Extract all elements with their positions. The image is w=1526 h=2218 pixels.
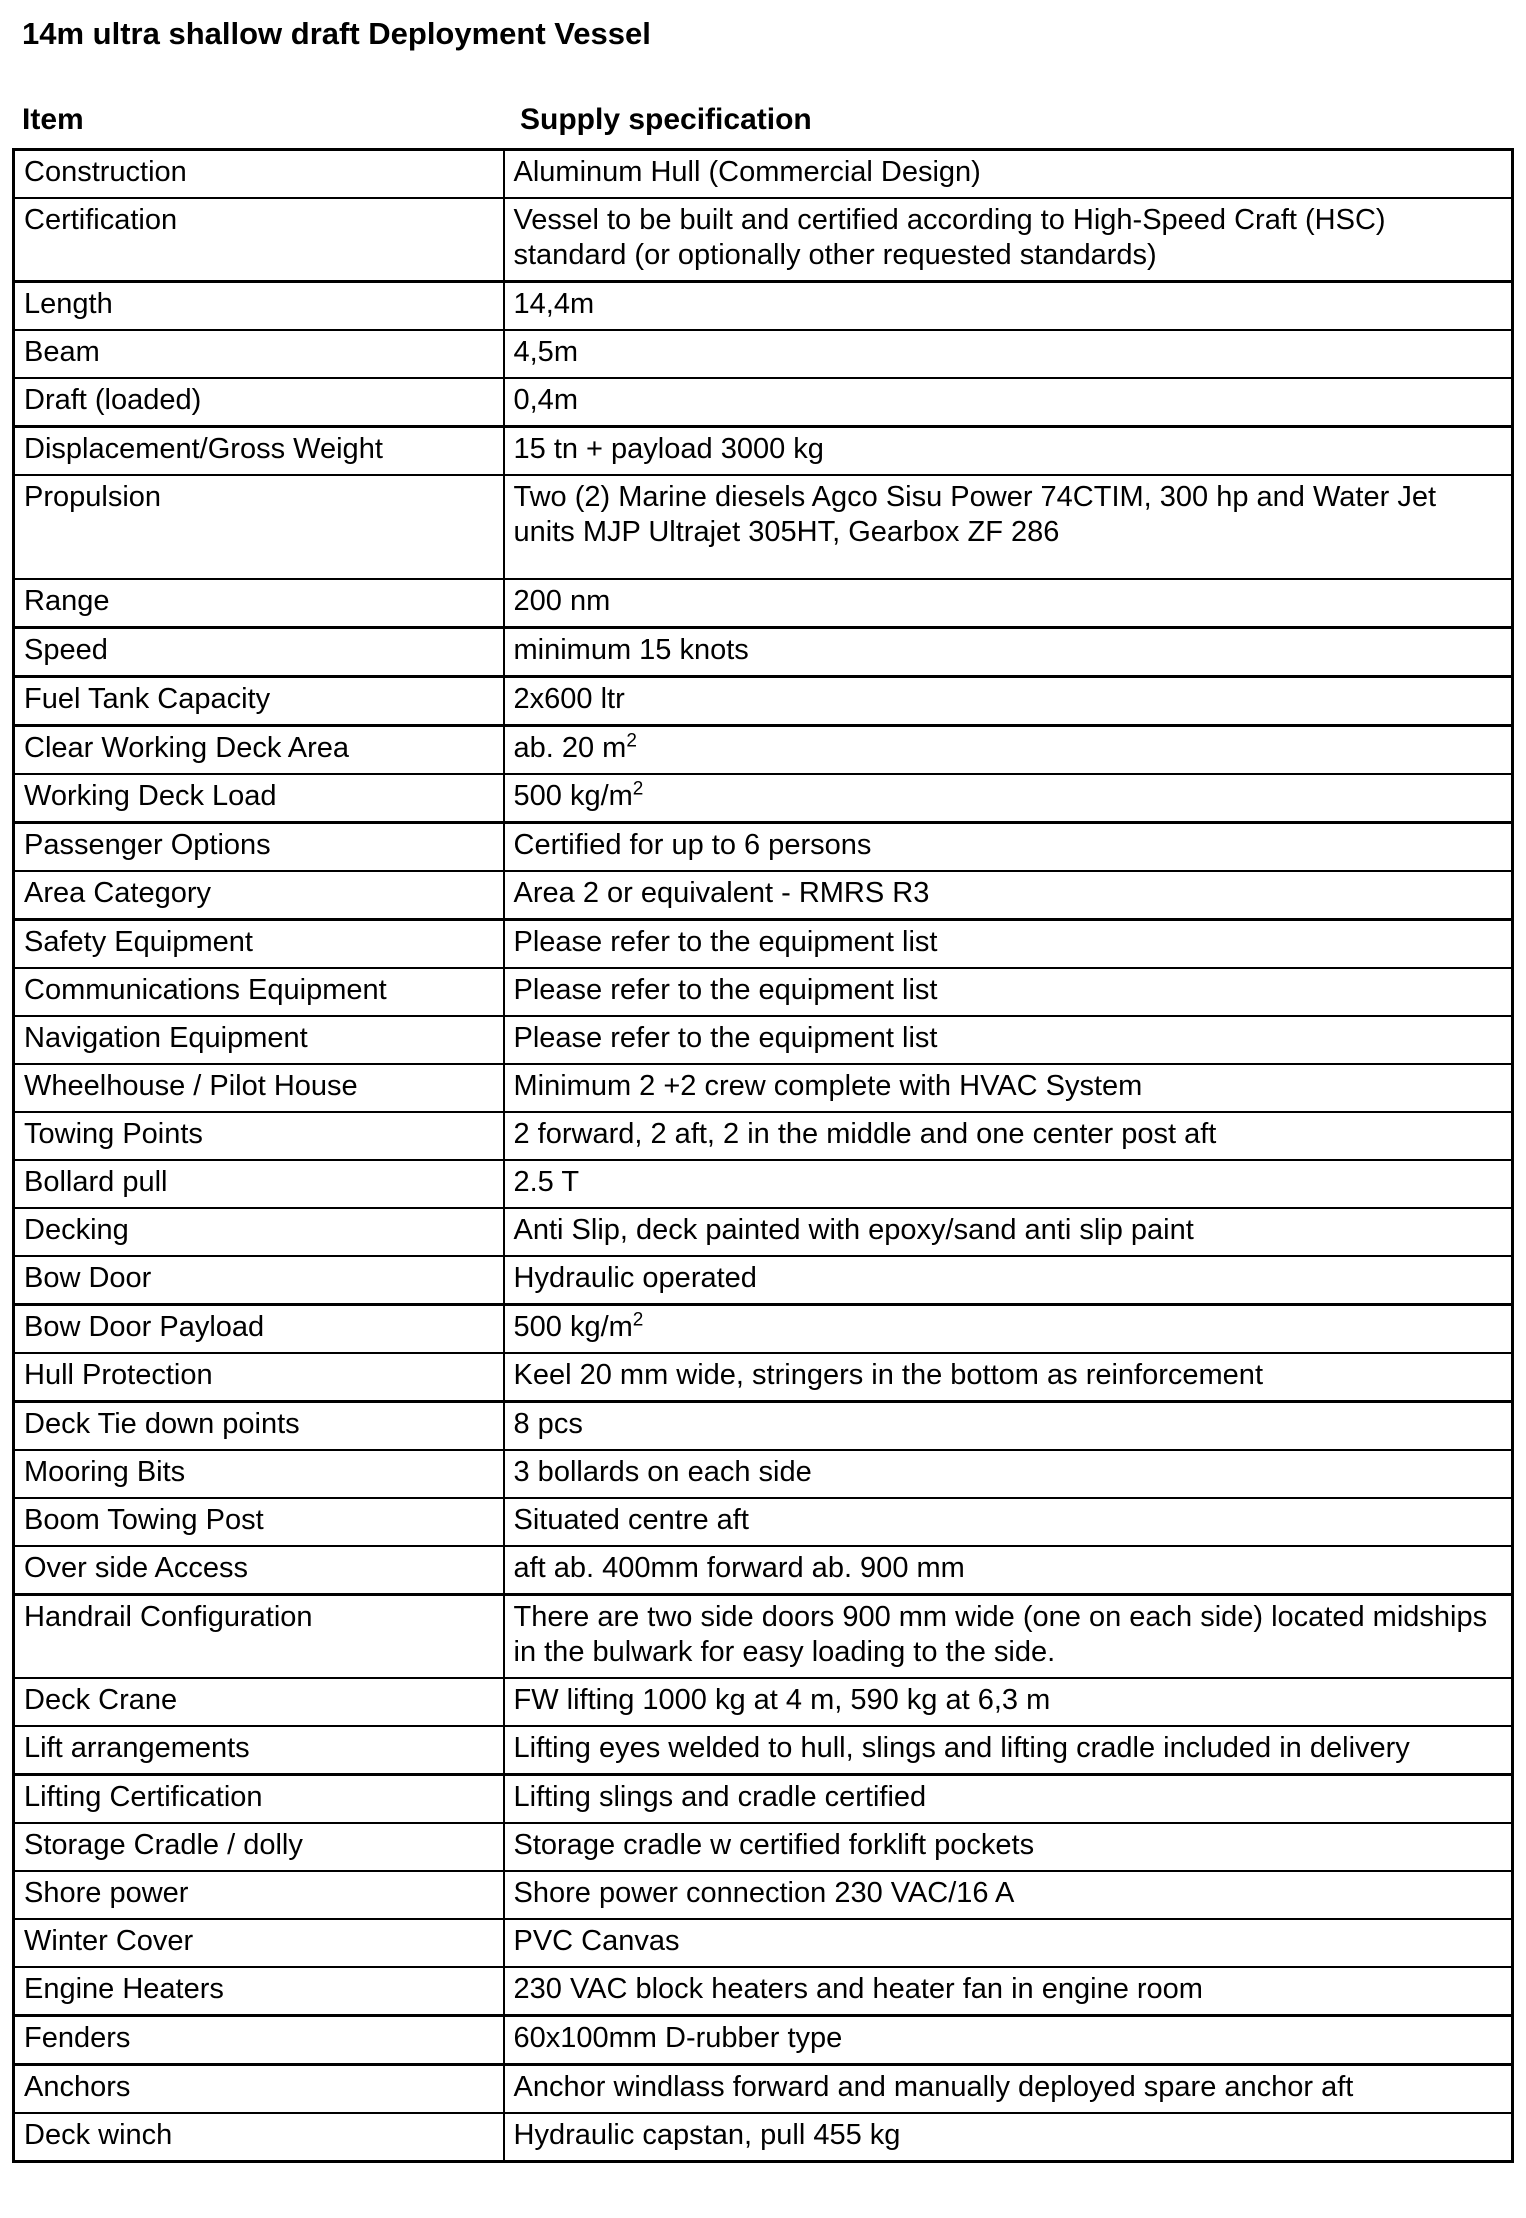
spec-table-body xyxy=(14,150,1513,2162)
item-cell: Safety Equipment xyxy=(14,920,504,969)
table-row xyxy=(14,1256,1513,1305)
table-row xyxy=(14,1498,1513,1546)
superscript-unit: 2 xyxy=(632,1309,644,1331)
item-cell: Fuel Tank Capacity xyxy=(14,677,504,726)
spec-cell: ab. 20 $m^2$ xyxy=(504,726,1513,775)
item-cell: Towing Points xyxy=(14,1112,504,1160)
column-header-item: Item xyxy=(22,103,84,136)
item-cell: Displacement/Gross Weight xyxy=(14,427,504,476)
table-row xyxy=(14,1919,1513,1967)
spec-cell: 500 $kg/m^2$ xyxy=(504,1305,1513,1354)
spec-cell: Situated centre aft xyxy=(504,1498,1513,1546)
item-cell: Boom Towing Post xyxy=(14,1498,504,1546)
table-row xyxy=(14,2113,1513,2162)
spec-cell: Vessel to be built and certified according to High-Speed Craft (HSC) standard (or optionally other requested standards) xyxy=(504,198,1513,282)
item-cell: Area Category xyxy=(14,871,504,920)
item-cell: Construction xyxy=(14,150,504,199)
spec-cell: 230 VAC block heaters and heater fan in engine room xyxy=(504,1967,1513,2016)
spec-cell: 2x600 ltr xyxy=(504,677,1513,726)
table-row xyxy=(14,150,1513,199)
spec-cell: Lifting eyes welded to hull, slings and lifting cradle included in delivery xyxy=(504,1726,1513,1775)
table-row xyxy=(14,1595,1513,1679)
table-row xyxy=(14,282,1513,331)
table-row xyxy=(14,628,1513,677)
item-cell: Shore power xyxy=(14,1871,504,1919)
table-row xyxy=(14,920,1513,969)
item-cell: Hull Protection xyxy=(14,1353,504,1402)
spec-cell: aft ab. 400mm forward ab. 900 mm xyxy=(504,1546,1513,1595)
spec-cell: 3 bollards on each side xyxy=(504,1450,1513,1498)
item-cell: Length xyxy=(14,282,504,331)
item-cell: Clear Working Deck Area xyxy=(14,726,504,775)
table-row xyxy=(14,1208,1513,1256)
item-cell: Deck Crane xyxy=(14,1678,504,1726)
table-row xyxy=(14,579,1513,628)
table-row xyxy=(14,1823,1513,1871)
spec-cell: PVC Canvas xyxy=(504,1919,1513,1967)
table-row xyxy=(14,1450,1513,1498)
item-cell: Communications Equipment xyxy=(14,968,504,1016)
spec-cell: 60x100mm D-rubber type xyxy=(504,2016,1513,2065)
table-row xyxy=(14,1402,1513,1451)
spec-cell: Lifting slings and cradle certified xyxy=(504,1775,1513,1824)
item-cell: Storage Cradle / dolly xyxy=(14,1823,504,1871)
table-row xyxy=(14,677,1513,726)
item-cell: Deck winch xyxy=(14,2113,504,2162)
spec-cell: 2 forward, 2 aft, 2 in the middle and one center post aft xyxy=(504,1112,1513,1160)
spec-cell: 0,4m xyxy=(504,378,1513,427)
item-cell: Handrail Configuration xyxy=(14,1595,504,1679)
item-cell: Bollard pull xyxy=(14,1160,504,1208)
table-row xyxy=(14,378,1513,427)
table-row xyxy=(14,968,1513,1016)
spec-cell: Minimum 2 +2 crew complete with HVAC System xyxy=(504,1064,1513,1112)
item-cell: Working Deck Load xyxy=(14,774,504,823)
spec-cell: 500 $kg/m^2$ xyxy=(504,774,1513,823)
item-cell: Bow Door Payload xyxy=(14,1305,504,1354)
spec-cell: 200 nm xyxy=(504,579,1513,628)
table-row xyxy=(14,823,1513,872)
table-row xyxy=(14,1305,1513,1354)
item-cell: Fenders xyxy=(14,2016,504,2065)
table-row xyxy=(14,2016,1513,2065)
table-row xyxy=(14,1726,1513,1775)
item-cell: Mooring Bits xyxy=(14,1450,504,1498)
item-cell: Over side Access xyxy=(14,1546,504,1595)
spec-cell: Please refer to the equipment list xyxy=(504,920,1513,969)
spec-cell: 14,4m xyxy=(504,282,1513,331)
item-cell: Anchors xyxy=(14,2065,504,2114)
table-row xyxy=(14,1016,1513,1064)
table-row xyxy=(14,198,1513,282)
superscript-unit: 2 xyxy=(626,730,637,752)
table-row xyxy=(14,1871,1513,1919)
table-row xyxy=(14,427,1513,476)
item-cell: Passenger Options xyxy=(14,823,504,872)
spec-cell: There are two side doors 900 mm wide (one on each side) located midships in the bulwark for easy loading to the side. xyxy=(504,1595,1513,1679)
item-cell: Lifting Certification xyxy=(14,1775,504,1824)
document-page xyxy=(0,16,1526,2163)
page-title: 14m ultra shallow draft Deployment Vessel xyxy=(22,16,651,51)
table-row xyxy=(14,2065,1513,2114)
spec-table xyxy=(12,148,1514,2163)
spec-cell: Certified for up to 6 persons xyxy=(504,823,1513,872)
table-row xyxy=(14,1112,1513,1160)
spec-cell: Hydraulic capstan, pull 455 kg xyxy=(504,2113,1513,2162)
item-cell: Decking xyxy=(14,1208,504,1256)
table-row xyxy=(14,871,1513,920)
spec-cell: minimum 15 knots xyxy=(504,628,1513,677)
spec-cell: 4,5m xyxy=(504,330,1513,378)
table-row xyxy=(14,475,1513,579)
column-header-spec: Supply specification xyxy=(520,103,812,136)
item-cell: Wheelhouse / Pilot House xyxy=(14,1064,504,1112)
spec-cell: Hydraulic operated xyxy=(504,1256,1513,1305)
item-cell: Range xyxy=(14,579,504,628)
table-row xyxy=(14,1064,1513,1112)
spec-cell: 15 tn + payload 3000 kg xyxy=(504,427,1513,476)
spec-cell: FW lifting 1000 kg at 4 m, 590 kg at 6,3 m xyxy=(504,1678,1513,1726)
table-row xyxy=(14,1775,1513,1824)
table-row xyxy=(14,1678,1513,1726)
spec-cell: Anti Slip, deck painted with epoxy/sand anti slip paint xyxy=(504,1208,1513,1256)
spec-cell: Keel 20 mm wide, stringers in the bottom as reinforcement xyxy=(504,1353,1513,1402)
spec-cell: 8 pcs xyxy=(504,1402,1513,1451)
item-cell: Engine Heaters xyxy=(14,1967,504,2016)
item-cell: Speed xyxy=(14,628,504,677)
item-cell: Propulsion xyxy=(14,475,504,579)
spec-cell: 2.5 T xyxy=(504,1160,1513,1208)
table-row xyxy=(14,1967,1513,2016)
item-cell: Deck Tie down points xyxy=(14,1402,504,1451)
spec-cell: Please refer to the equipment list xyxy=(504,968,1513,1016)
spec-cell: Shore power connection 230 VAC/16 A xyxy=(504,1871,1513,1919)
table-row xyxy=(14,330,1513,378)
table-row xyxy=(14,774,1513,823)
item-cell: Winter Cover xyxy=(14,1919,504,1967)
item-cell: Lift arrangements xyxy=(14,1726,504,1775)
spec-cell: Aluminum Hull (Commercial Design) xyxy=(504,150,1513,199)
table-row xyxy=(14,1546,1513,1595)
table-row xyxy=(14,1160,1513,1208)
table-row xyxy=(14,726,1513,775)
spec-cell: Storage cradle w certified forklift pockets xyxy=(504,1823,1513,1871)
spec-cell: Two (2) Marine diesels Agco Sisu Power 74CTIM, 300 hp and Water Jet units MJP Ultrajet 305HT, Gearbox ZF 286 xyxy=(504,475,1513,579)
spec-cell: Please refer to the equipment list xyxy=(504,1016,1513,1064)
table-row xyxy=(14,1353,1513,1402)
table-column-headers xyxy=(22,102,1526,138)
item-cell: Bow Door xyxy=(14,1256,504,1305)
item-cell: Draft (loaded) xyxy=(14,378,504,427)
item-cell: Navigation Equipment xyxy=(14,1016,504,1064)
spec-cell: Anchor windlass forward and manually deployed spare anchor aft xyxy=(504,2065,1513,2114)
item-cell: Beam xyxy=(14,330,504,378)
spec-cell: Area 2 or equivalent - RMRS R3 xyxy=(504,871,1513,920)
item-cell: Certification xyxy=(14,198,504,282)
superscript-unit: 2 xyxy=(632,778,644,800)
